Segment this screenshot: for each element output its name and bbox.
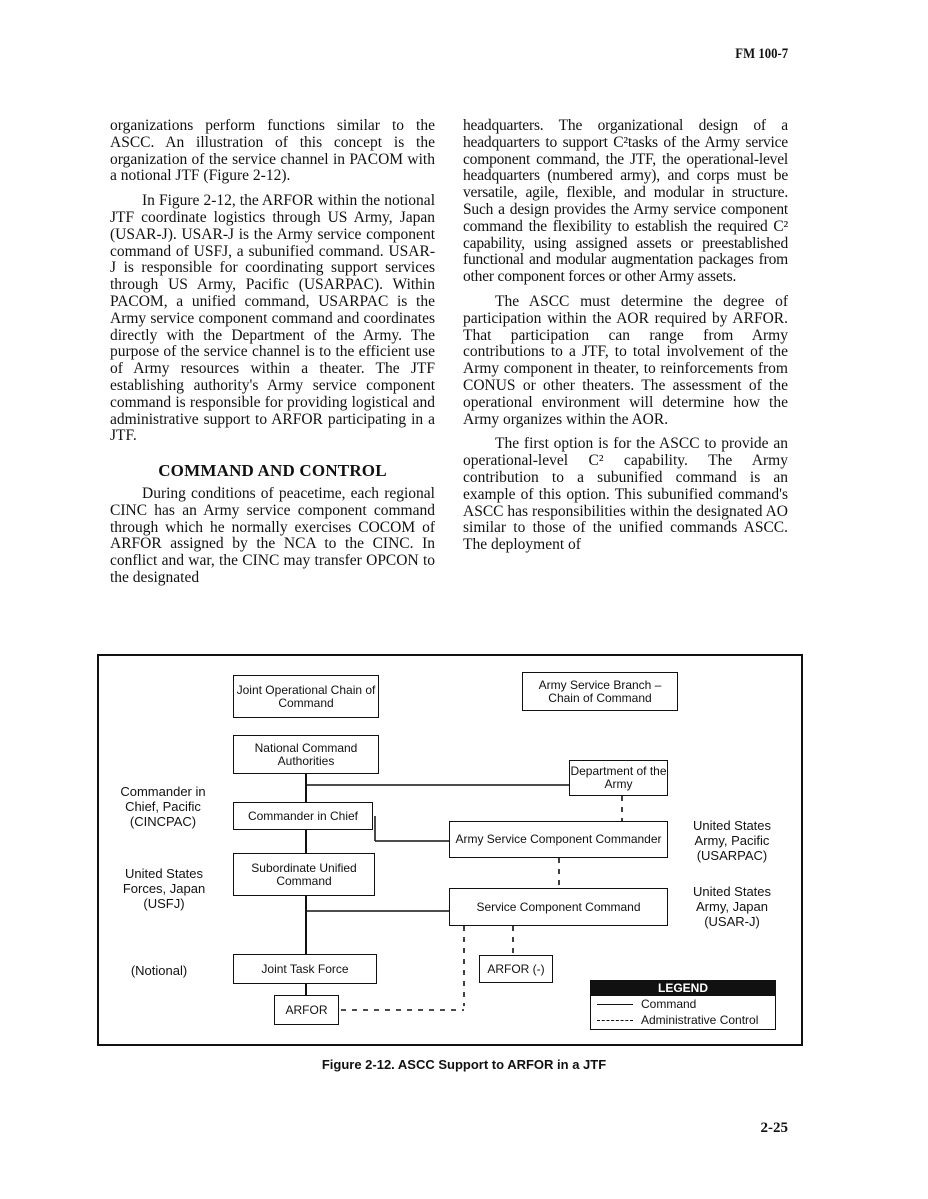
label-usarpac: United States Army, Pacific (USARPAC) (692, 818, 772, 863)
paragraph: organizations perform functions similar to the ASCC. An illustration of this concept is the organization of the service channel in PACOM with a notional JTF (Figure 2-12). (110, 117, 435, 185)
army-chain-header: Army Service Branch – Chain of Command (522, 672, 678, 711)
paragraph: During conditions of peacetime, each regional CINC has an Army service component command through which he normally exercises COCOM of ARFOR assigned by the NCA to the CINC. In conflict and war, the CINC may transfer OPCON to the designated (110, 484, 435, 586)
legend-command-label: Command (641, 997, 697, 1011)
box-joint-task-force: Joint Task Force (233, 954, 377, 984)
left-column (110, 118, 435, 595)
box-department-of-the-army: Department of the Army (569, 760, 668, 796)
section-heading: COMMAND AND CONTROL (158, 461, 387, 481)
legend-admin-label: Administrative Control (641, 1013, 759, 1027)
org-chart-figure (97, 654, 803, 1046)
label-usar-j: United States Army, Japan (USAR-J) (692, 884, 772, 929)
label-usfj: United States Forces, Japan (USFJ) (122, 866, 206, 911)
legend-title: LEGEND (591, 981, 775, 996)
box-service-component-command: Service Component Command (449, 888, 668, 926)
label-cincpac: Commander in Chief, Pacific (CINCPAC) (120, 784, 206, 829)
box-subordinate-unified-command: Subordinate Unified Command (233, 853, 375, 896)
paragraph: headquarters. The organizational design of a headquarters to support C²tasks of the Army service component command, the JTF, the operational-level headquarters (numbered army), and corps must be versatile, agile, flexible, and modular in structure. Such a design provides the Army service component command the flexibility to establish the required C² capability, using assigned assets or preestablished functional and modular augmentation packages from other component forces or other Army assets. (463, 117, 788, 286)
right-column (463, 118, 788, 562)
paragraph: The ASCC must determine the degree of participation within the AOR required by ARFOR. That participation can range from Army contributions to a JTF, to total involvement of the Army component in theater, to reinforcements from CONUS or other theaters. The assessment of the operational environment will determine how the Army organizes within the AOR. (463, 292, 788, 428)
legend-row-command (591, 996, 775, 1012)
figure-caption: Figure 2-12. ASCC Support to ARFOR in a JTF (321, 1057, 607, 1072)
page-number: 2-25 (760, 1120, 788, 1136)
manual-number: FM 100-7 (735, 46, 788, 62)
dashed-line-swatch (597, 1020, 633, 1021)
legend (590, 980, 776, 1030)
box-arfor: ARFOR (274, 995, 339, 1025)
solid-line-swatch (597, 1004, 633, 1005)
box-arfor-minus: ARFOR (-) (479, 955, 553, 983)
box-army-service-component-commander: Army Service Component Commander (449, 821, 668, 858)
paragraph: In Figure 2-12, the ARFOR within the notional JTF coordinate logistics through US Army, Japan (USAR-J). USAR-J is the Army service component command of USFJ, a subunified command. USAR-J is responsible for coordinating support services through US Army, Pacific (USARPAC). Within PACOM, a unified command, USARPAC is the Army service component command and coordinates directly with the Department of the Army. The purpose of the service channel is to the efficient use of Army resources within a theater. The JTF establishing authority's Army service component command is responsible for providing logistical and administrative support to ARFOR participating in a JTF. (110, 192, 435, 445)
box-commander-in-chief: Commander in Chief (233, 802, 373, 830)
box-national-command-authorities: National Command Authorities (233, 735, 379, 774)
label-notional: (Notional) (130, 963, 188, 978)
paragraph: The first option is for the ASCC to provide an operational-level C² capability. The Army contribution to a subunified command is an example of this option. This subunified command's ASCC has responsibilities within the designated AO similar to those of the unified commands ASCC. The deployment of (463, 435, 788, 554)
legend-row-admin (591, 1012, 775, 1028)
joint-chain-header: Joint Operational Chain of Command (233, 675, 379, 718)
